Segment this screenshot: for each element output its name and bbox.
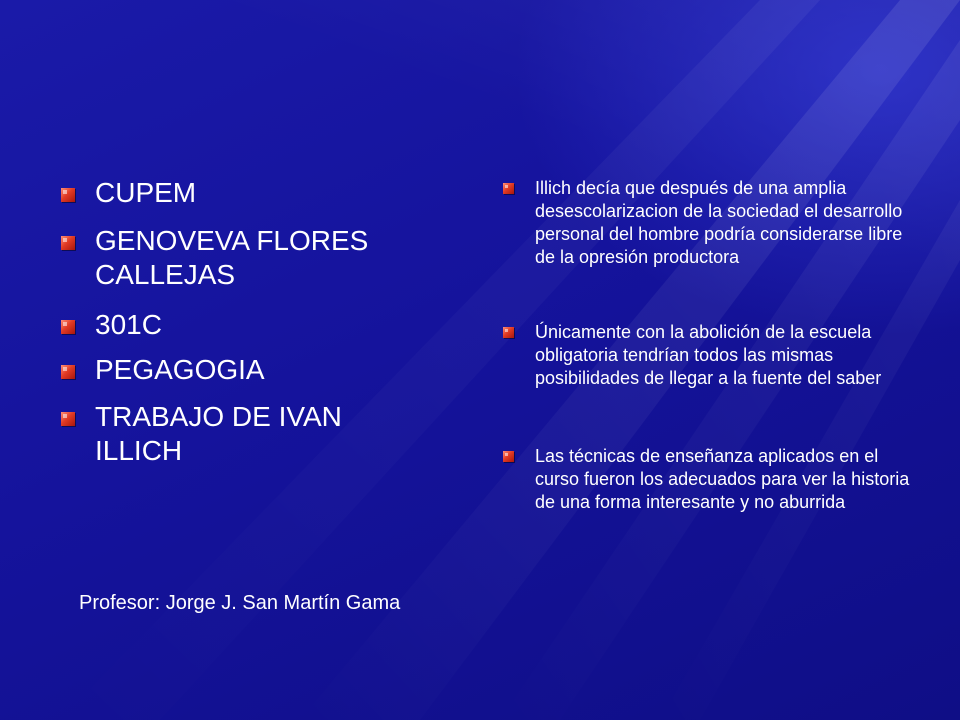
right-list-item-text: Las técnicas de enseñanza aplicados en el curso fueron los adecuados para ver la historia de una forma interesante y no aburrida <box>535 446 910 512</box>
right-list-item-text: Illich decía que después de una amplia desescolarizacion de la sociedad el desarrollo personal del hombre podría considerarse libre de la opresión productora <box>535 178 903 267</box>
red-square-bullet-icon <box>503 451 514 462</box>
left-list-item-text: GENOVEVA FLORES CALLEJAS <box>95 225 369 290</box>
red-square-bullet-icon <box>503 327 514 338</box>
left-list-item-text: 301C <box>95 309 162 340</box>
left-list-item-text: CUPEM <box>95 177 197 208</box>
professor-footer: Profesor: Jorge J. San Martín Gama <box>79 592 401 614</box>
left-list-item-text: TRABAJO DE IVAN ILLICH <box>95 401 342 466</box>
red-square-bullet-icon <box>503 183 514 194</box>
right-list-item-text: Únicamente con la abolición de la escuela obligatoria tendrían todos las mismas posibilidades de llegar a la fuente del saber <box>535 322 882 388</box>
left-list-item-text: PEGAGOGIA <box>95 354 265 385</box>
